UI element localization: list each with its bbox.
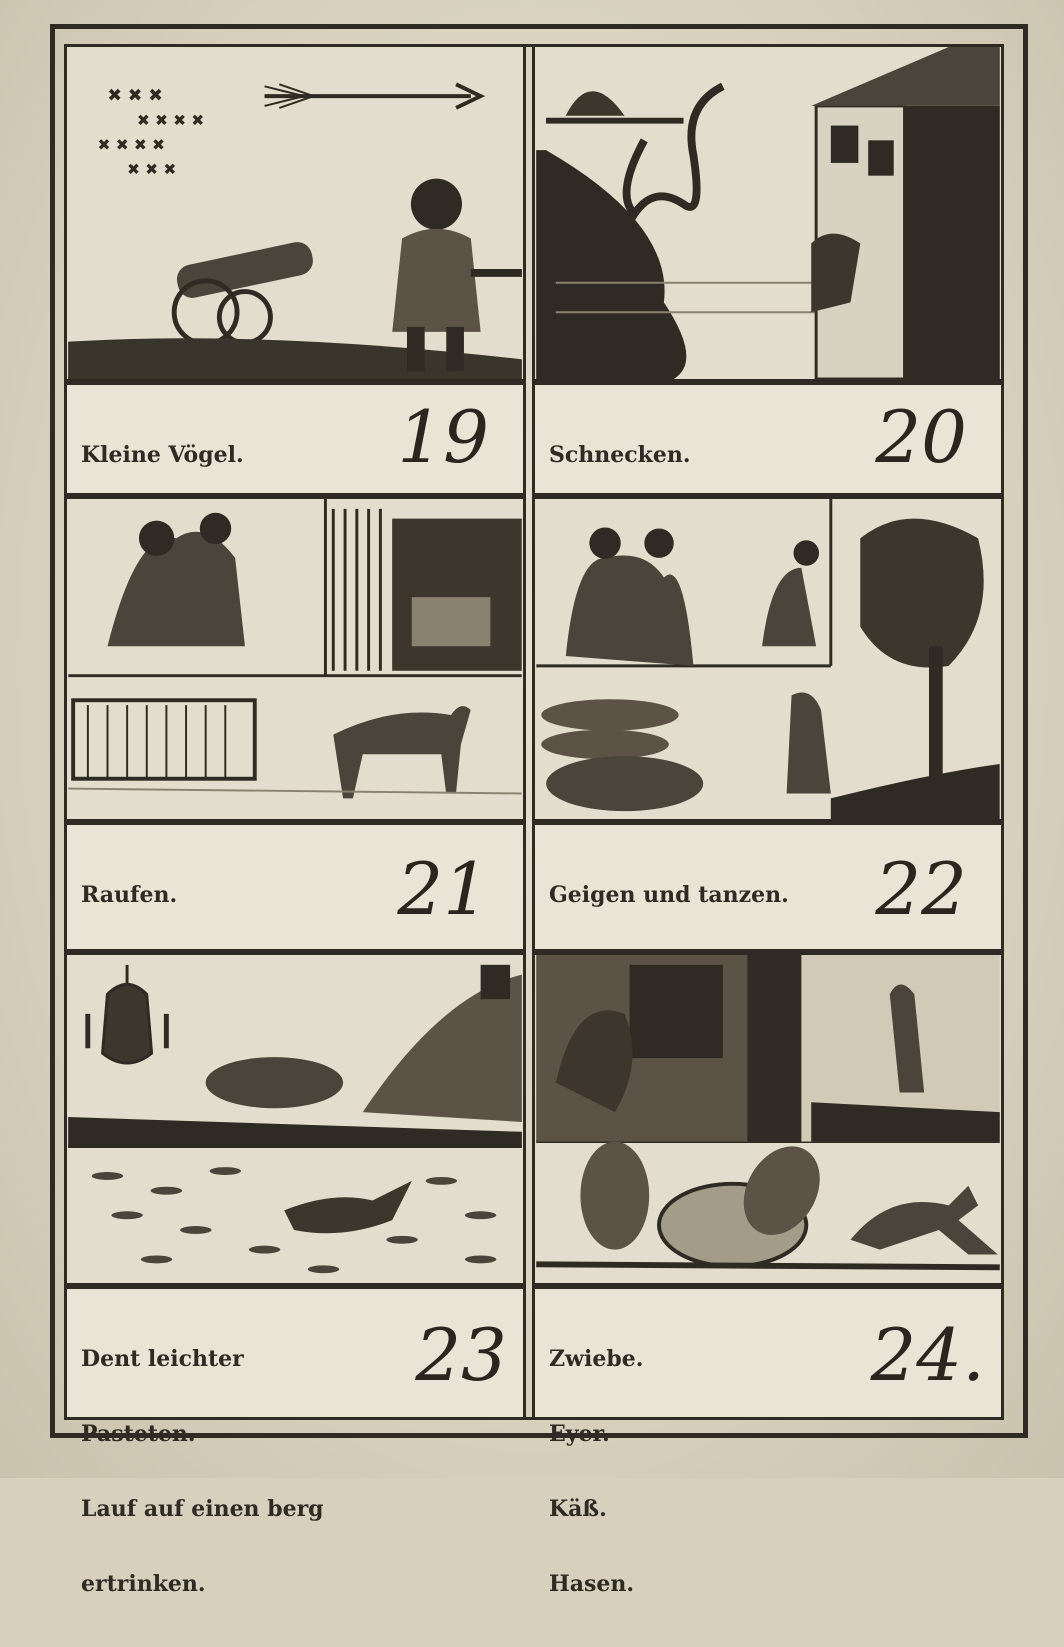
engraving-21 <box>67 499 523 819</box>
svg-text:✖ ✖ ✖ ✖: ✖ ✖ ✖ ✖ <box>136 110 205 130</box>
word: Hasen. <box>549 1571 635 1597</box>
svg-text:✖ ✖ ✖: ✖ ✖ ✖ <box>107 86 164 107</box>
card-number: 21 <box>397 847 489 931</box>
card-number: 24. <box>870 1313 985 1397</box>
caption-card-23 <box>64 1286 526 1597</box>
word: Zwiebe. <box>549 1346 644 1372</box>
engraving-24 <box>535 955 1001 1283</box>
word: Lauf auf einen berg <box>81 1496 324 1522</box>
engraving-snail-tongs-bass-fall <box>532 44 1004 382</box>
word: Schnecken. <box>549 442 691 468</box>
engraving-chandelier-pastry-hill-drowning <box>64 952 526 1286</box>
engraving-dance-fiddler-tree-sausages <box>532 496 1004 822</box>
word: Kleine Vögel. <box>81 442 244 468</box>
word: Raufen. <box>81 882 178 908</box>
card-number: 20 <box>875 395 967 479</box>
caption-card-20 <box>532 382 1004 496</box>
word: Pasteten. <box>81 1421 196 1447</box>
card-number: 19 <box>397 395 489 479</box>
engraving-window-man-cheese-hare <box>532 952 1004 1286</box>
svg-text:✖ ✖ ✖: ✖ ✖ ✖ <box>127 159 177 179</box>
word: Eyer. <box>549 1421 610 1447</box>
card-number: 22 <box>875 847 967 931</box>
word-list-23 <box>81 1297 324 1647</box>
caption-card-21 <box>64 822 526 952</box>
engraving-22 <box>535 499 1001 819</box>
engraving-23 <box>67 955 523 1283</box>
word: ertrinken. <box>81 1571 206 1597</box>
engraving-19 <box>67 47 523 379</box>
card-number: 23 <box>415 1313 507 1397</box>
engraving-fight-privy-coop-lamb <box>64 496 526 822</box>
word: Käß. <box>549 1496 607 1522</box>
caption-card-22 <box>532 822 1004 952</box>
word-list-24 <box>549 1297 643 1647</box>
svg-text:✖ ✖ ✖ ✖: ✖ ✖ ✖ ✖ <box>97 135 166 155</box>
engraving-birds-arrow-cannon-old-man <box>64 44 526 382</box>
engraving-20 <box>535 47 1001 379</box>
caption-card-19 <box>64 382 526 496</box>
word: Geigen und tanzen. <box>549 882 789 908</box>
word: Dent leichter <box>81 1346 244 1372</box>
caption-card-24 <box>532 1286 1004 1597</box>
